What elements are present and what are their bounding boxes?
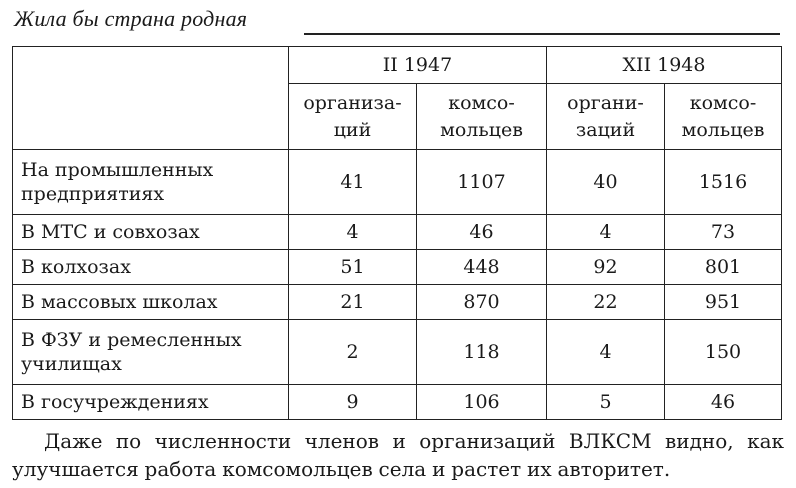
- header-rule: [304, 33, 780, 35]
- table-row: [13, 215, 782, 250]
- table-cell: 73: [665, 215, 782, 250]
- table-cell: 1516: [665, 150, 782, 215]
- table-cell: 41: [289, 150, 417, 215]
- statistics-table: [12, 46, 782, 420]
- subheader-members: [665, 84, 782, 150]
- row-label-line: училищах: [21, 353, 122, 375]
- row-label-line: предприятиях: [21, 183, 165, 205]
- table-row: [13, 150, 782, 215]
- table-cell: 118: [417, 320, 547, 385]
- table-cell: 870: [417, 285, 547, 320]
- row-label-line: В ФЗУ и ремесленных: [21, 329, 242, 351]
- subheader-line: ций: [333, 118, 372, 141]
- row-label: В массовых школах: [13, 285, 289, 320]
- table-cell: 4: [547, 320, 665, 385]
- table-cell: 4: [289, 215, 417, 250]
- table-cell: 9: [289, 385, 417, 420]
- subheader-organizations: [547, 84, 665, 150]
- table-row: [13, 285, 782, 320]
- subheader-line: комсо-: [689, 91, 757, 114]
- running-head: Жила бы страна родная: [14, 6, 248, 31]
- paragraph-text: Даже по численности членов и организаций ВЛКСМ видно, как улучшается работа комсомольцев села и растет их авторитет.: [12, 429, 784, 481]
- subheader-line: заций: [575, 118, 636, 141]
- table-cell: 801: [665, 250, 782, 285]
- body-paragraph: [12, 427, 784, 483]
- table-row: [13, 385, 782, 420]
- table-cell: 21: [289, 285, 417, 320]
- subheader-line: организа-: [303, 91, 402, 114]
- row-label: В госучреждениях: [13, 385, 289, 420]
- subheader-line: комсо-: [448, 91, 515, 114]
- table-cell: 51: [289, 250, 417, 285]
- table-cell: 46: [417, 215, 547, 250]
- period-header-row: [13, 47, 782, 84]
- row-label: В колхозах: [13, 250, 289, 285]
- table-cell: 106: [417, 385, 547, 420]
- row-label: В МТС и совхозах: [13, 215, 289, 250]
- period-header: II 1947: [289, 47, 547, 84]
- subheader-line: органи-: [567, 91, 644, 114]
- table-cell: 40: [547, 150, 665, 215]
- table-cell: 4: [547, 215, 665, 250]
- table-cell: 951: [665, 285, 782, 320]
- subheader-members: [417, 84, 547, 150]
- corner-cell: [13, 47, 289, 150]
- table-cell: 150: [665, 320, 782, 385]
- table-row: [13, 250, 782, 285]
- subheader-line: мольцев: [440, 118, 523, 141]
- period-header: XII 1948: [547, 47, 782, 84]
- subheader-line: мольцев: [681, 118, 765, 141]
- table-cell: 46: [665, 385, 782, 420]
- table-row: [13, 320, 782, 385]
- row-label: [13, 150, 289, 215]
- table-cell: 1107: [417, 150, 547, 215]
- table-cell: 448: [417, 250, 547, 285]
- row-label: [13, 320, 289, 385]
- subheader-organizations: [289, 84, 417, 150]
- table-cell: 5: [547, 385, 665, 420]
- table-cell: 2: [289, 320, 417, 385]
- row-label-line: На промышленных: [21, 159, 214, 181]
- table-cell: 92: [547, 250, 665, 285]
- table-cell: 22: [547, 285, 665, 320]
